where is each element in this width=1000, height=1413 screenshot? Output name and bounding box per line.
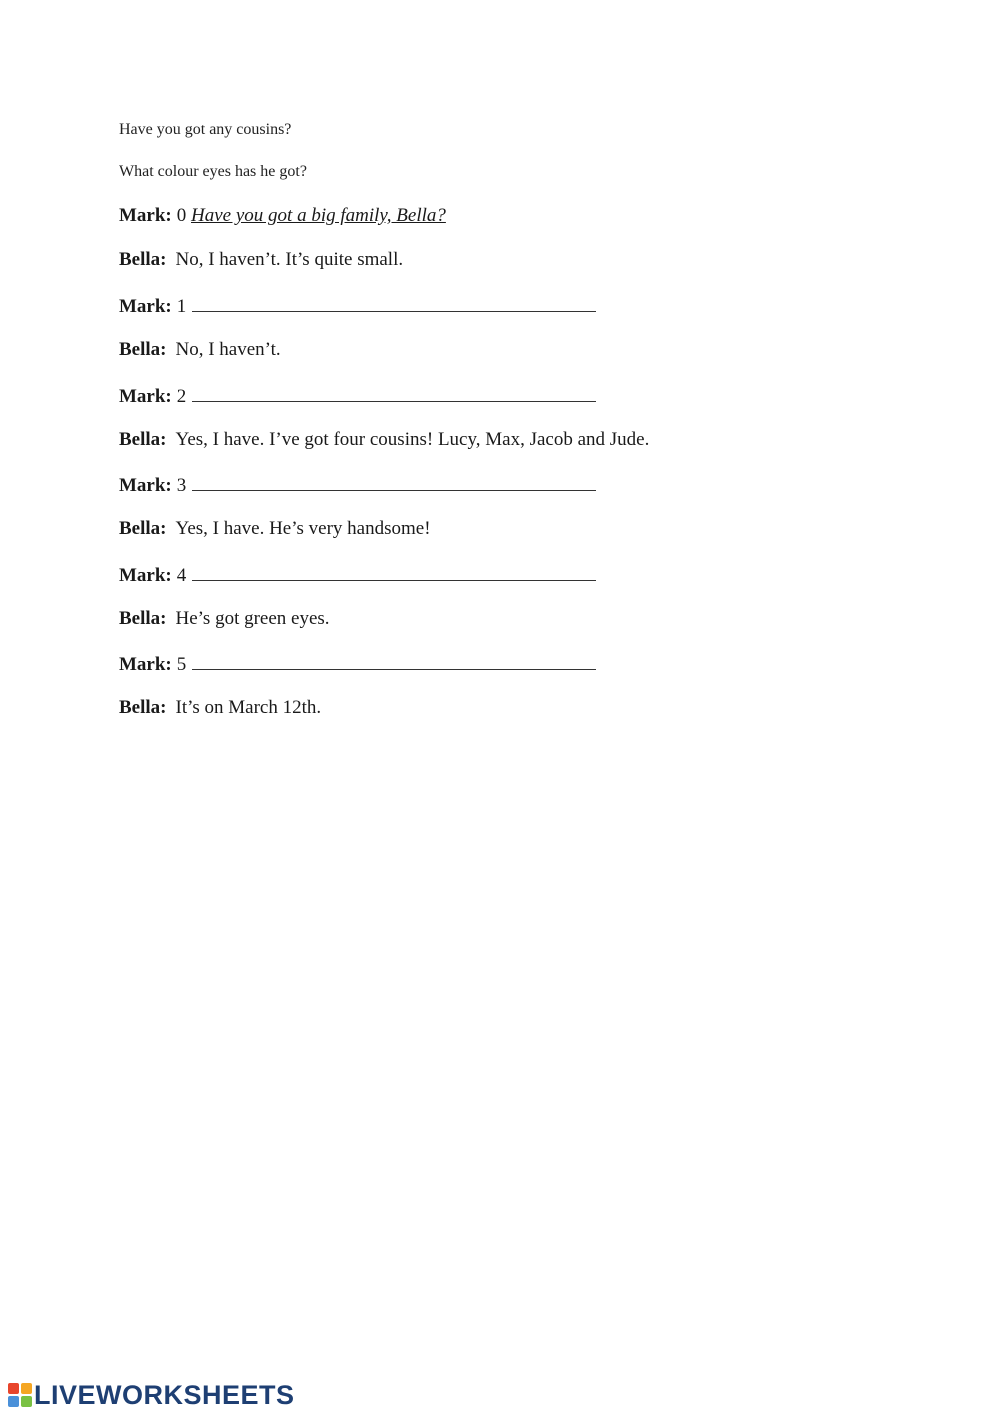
speaker-label: Bella: xyxy=(119,249,167,270)
answer-blank-4[interactable] xyxy=(192,562,596,581)
speaker-label: Bella: xyxy=(119,518,167,539)
speaker-label: Bella: xyxy=(119,608,167,629)
dialogue-line-6 xyxy=(119,472,596,498)
item-number: 3 xyxy=(176,475,187,496)
brand-name: LIVEWORKSHEETS xyxy=(34,1380,295,1410)
reply-text: Yes, I have. He’s very handsome! xyxy=(175,518,431,539)
dialogue-line-4 xyxy=(119,383,596,409)
speaker-label: Mark: xyxy=(119,386,172,407)
answer-blank-2[interactable] xyxy=(192,383,596,402)
prompt-eye-colour: What colour eyes has he got? xyxy=(119,163,307,180)
dialogue-line-3 xyxy=(119,338,281,362)
speaker-label: Mark: xyxy=(119,296,172,317)
reply-text: No, I haven’t. It’s quite small. xyxy=(175,249,404,270)
logo-blocks-icon xyxy=(8,1383,32,1407)
example-answer: Have you got a big family, Bella? xyxy=(191,205,446,226)
dialogue-line-1 xyxy=(119,248,403,272)
speaker-label: Mark: xyxy=(119,475,172,496)
speaker-label: Bella: xyxy=(119,429,167,450)
item-number: 4 xyxy=(176,565,187,586)
prompt-cousins: Have you got any cousins? xyxy=(119,121,292,138)
dialogue-line-0 xyxy=(119,204,446,228)
dialogue-line-7 xyxy=(119,517,431,541)
dialogue-line-10 xyxy=(119,651,596,677)
reply-text: Yes, I have. I’ve got four cousins! Lucy, Max, Jacob and Jude. xyxy=(175,429,650,450)
answer-blank-3[interactable] xyxy=(192,472,596,491)
liveworksheets-logo xyxy=(8,1381,295,1409)
speaker-label: Bella: xyxy=(119,339,167,360)
speaker-label: Bella: xyxy=(119,697,167,718)
reply-text: No, I haven’t. xyxy=(175,339,281,360)
speaker-label: Mark: xyxy=(119,205,172,226)
answer-blank-1[interactable] xyxy=(192,293,596,312)
answer-blank-5[interactable] xyxy=(192,651,596,670)
dialogue-line-5 xyxy=(119,428,649,452)
reply-text: It’s on March 12th. xyxy=(175,697,322,718)
reply-text: He’s got green eyes. xyxy=(175,608,330,629)
item-number: 5 xyxy=(176,654,187,675)
dialogue-line-11 xyxy=(119,696,321,720)
speaker-label: Mark: xyxy=(119,565,172,586)
dialogue-line-8 xyxy=(119,562,596,588)
dialogue-line-2 xyxy=(119,293,596,319)
item-number: 2 xyxy=(176,386,187,407)
dialogue-line-9 xyxy=(119,607,330,631)
item-number: 1 xyxy=(176,296,187,317)
item-number: 0 xyxy=(176,205,187,226)
speaker-label: Mark: xyxy=(119,654,172,675)
